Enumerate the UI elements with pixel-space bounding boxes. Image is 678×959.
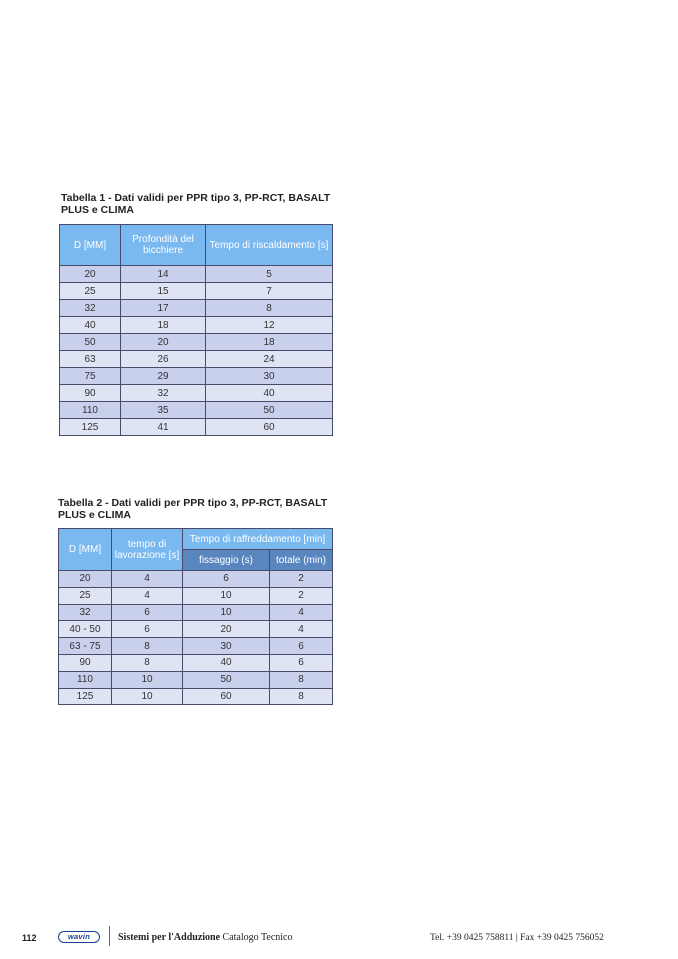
table2 (58, 528, 333, 705)
table2-row (59, 621, 333, 638)
table1-cell: 41 (121, 419, 206, 436)
table2-cell: 20 (183, 621, 270, 638)
table1-caption: Tabella 1 - Dati validi per PPR tipo 3, PP-RCT, BASALT PLUS e CLIMA (61, 192, 331, 216)
table1-cell: 63 (60, 351, 121, 368)
table2-cell: 4 (112, 587, 183, 604)
table2-header-d: D [MM] (59, 529, 112, 571)
table2-cell: 10 (183, 587, 270, 604)
table1-cell: 12 (206, 317, 333, 334)
table1-row (60, 334, 333, 351)
table1-cell: 5 (206, 266, 333, 283)
table1-header-d: D [MM] (60, 225, 121, 266)
table1-cell: 40 (60, 317, 121, 334)
table2-cell: 4 (112, 571, 183, 588)
table1-row (60, 317, 333, 334)
table1-cell: 29 (121, 368, 206, 385)
page-number: 112 (22, 933, 37, 943)
table2-cell: 60 (183, 688, 270, 705)
table2-header-row (59, 529, 333, 550)
table1-cell: 35 (121, 402, 206, 419)
table1-cell: 30 (206, 368, 333, 385)
table1-cell: 18 (121, 317, 206, 334)
table2-cell: 8 (270, 688, 333, 705)
table1-row (60, 283, 333, 300)
table1-row (60, 402, 333, 419)
table1-row (60, 419, 333, 436)
table1-cell: 26 (121, 351, 206, 368)
table2-cell: 125 (59, 688, 112, 705)
table2-cell: 2 (270, 587, 333, 604)
table2-row (59, 571, 333, 588)
table1-body (60, 266, 333, 436)
table2-caption: Tabella 2 - Dati validi per PPR tipo 3, PP-RCT, BASALT PLUS e CLIMA (58, 497, 328, 521)
footer-divider (109, 926, 110, 946)
wavin-logo: wavin (58, 931, 100, 943)
table1-cell: 110 (60, 402, 121, 419)
table1-cell: 20 (121, 334, 206, 351)
table1-cell: 60 (206, 419, 333, 436)
table2-cell: 8 (112, 654, 183, 671)
table2-cell: 6 (112, 621, 183, 638)
table2-cell: 10 (183, 604, 270, 621)
table2-row (59, 654, 333, 671)
table1-row (60, 266, 333, 283)
table2-row (59, 671, 333, 688)
table2-cell: 2 (270, 571, 333, 588)
table1-cell: 25 (60, 283, 121, 300)
table2-header-totale: totale (min) (270, 550, 333, 571)
table2-cell: 32 (59, 604, 112, 621)
catalog-title (118, 932, 292, 946)
table1-cell: 32 (121, 385, 206, 402)
table1-cell: 75 (60, 368, 121, 385)
table2-header-tempo-lavorazione: tempo di lavorazione [s] (112, 529, 183, 571)
table2-cell: 40 - 50 (59, 621, 112, 638)
table1-cell: 15 (121, 283, 206, 300)
table1-cell: 14 (121, 266, 206, 283)
table1-cell: 125 (60, 419, 121, 436)
table1-cell: 20 (60, 266, 121, 283)
table2-cell: 8 (270, 671, 333, 688)
table2-header-tempo-raffreddamento: Tempo di raffreddamento [min] (183, 529, 333, 550)
table1-cell: 32 (60, 300, 121, 317)
table2-cell: 40 (183, 654, 270, 671)
catalog-title-bold: Sistemi per l'Adduzione (118, 932, 221, 943)
table1-header-tempo-riscaldamento: Tempo di riscaldamento [s] (206, 225, 333, 266)
table1-cell: 18 (206, 334, 333, 351)
table2-cell: 6 (112, 604, 183, 621)
table1-cell: 24 (206, 351, 333, 368)
table1-header-profondita: Profondità del bicchiere (121, 225, 206, 266)
table2-cell: 50 (183, 671, 270, 688)
table2-cell: 4 (270, 621, 333, 638)
table2-header-fissaggio: fissaggio (s) (183, 550, 270, 571)
table1-cell: 8 (206, 300, 333, 317)
table2-row (59, 688, 333, 705)
table1-row (60, 368, 333, 385)
table1-cell: 90 (60, 385, 121, 402)
table1-cell: 40 (206, 385, 333, 402)
table2-cell: 4 (270, 604, 333, 621)
table2-row (59, 604, 333, 621)
table2-cell: 110 (59, 671, 112, 688)
table2-cell: 6 (183, 571, 270, 588)
table1 (59, 224, 333, 436)
table2-cell: 6 (270, 654, 333, 671)
table2-cell: 10 (112, 671, 183, 688)
table2-row (59, 587, 333, 604)
table2-cell: 6 (270, 638, 333, 655)
table1-row (60, 351, 333, 368)
table1-row (60, 300, 333, 317)
contact-info: Tel. +39 0425 758811 | Fax +39 0425 756052 (430, 933, 604, 943)
table2-cell: 8 (112, 638, 183, 655)
table2-row (59, 638, 333, 655)
table1-cell: 50 (206, 402, 333, 419)
table2-cell: 10 (112, 688, 183, 705)
table2-cell: 25 (59, 587, 112, 604)
table2-cell: 20 (59, 571, 112, 588)
table2-cell: 90 (59, 654, 112, 671)
table2-cell: 30 (183, 638, 270, 655)
table1-row (60, 385, 333, 402)
table1-cell: 7 (206, 283, 333, 300)
table1-cell: 17 (121, 300, 206, 317)
table1-cell: 50 (60, 334, 121, 351)
catalog-title-normal: Catalogo Tecnico (222, 932, 293, 943)
table2-body (59, 571, 333, 705)
table2-cell: 63 - 75 (59, 638, 112, 655)
table1-header-row (60, 225, 333, 266)
